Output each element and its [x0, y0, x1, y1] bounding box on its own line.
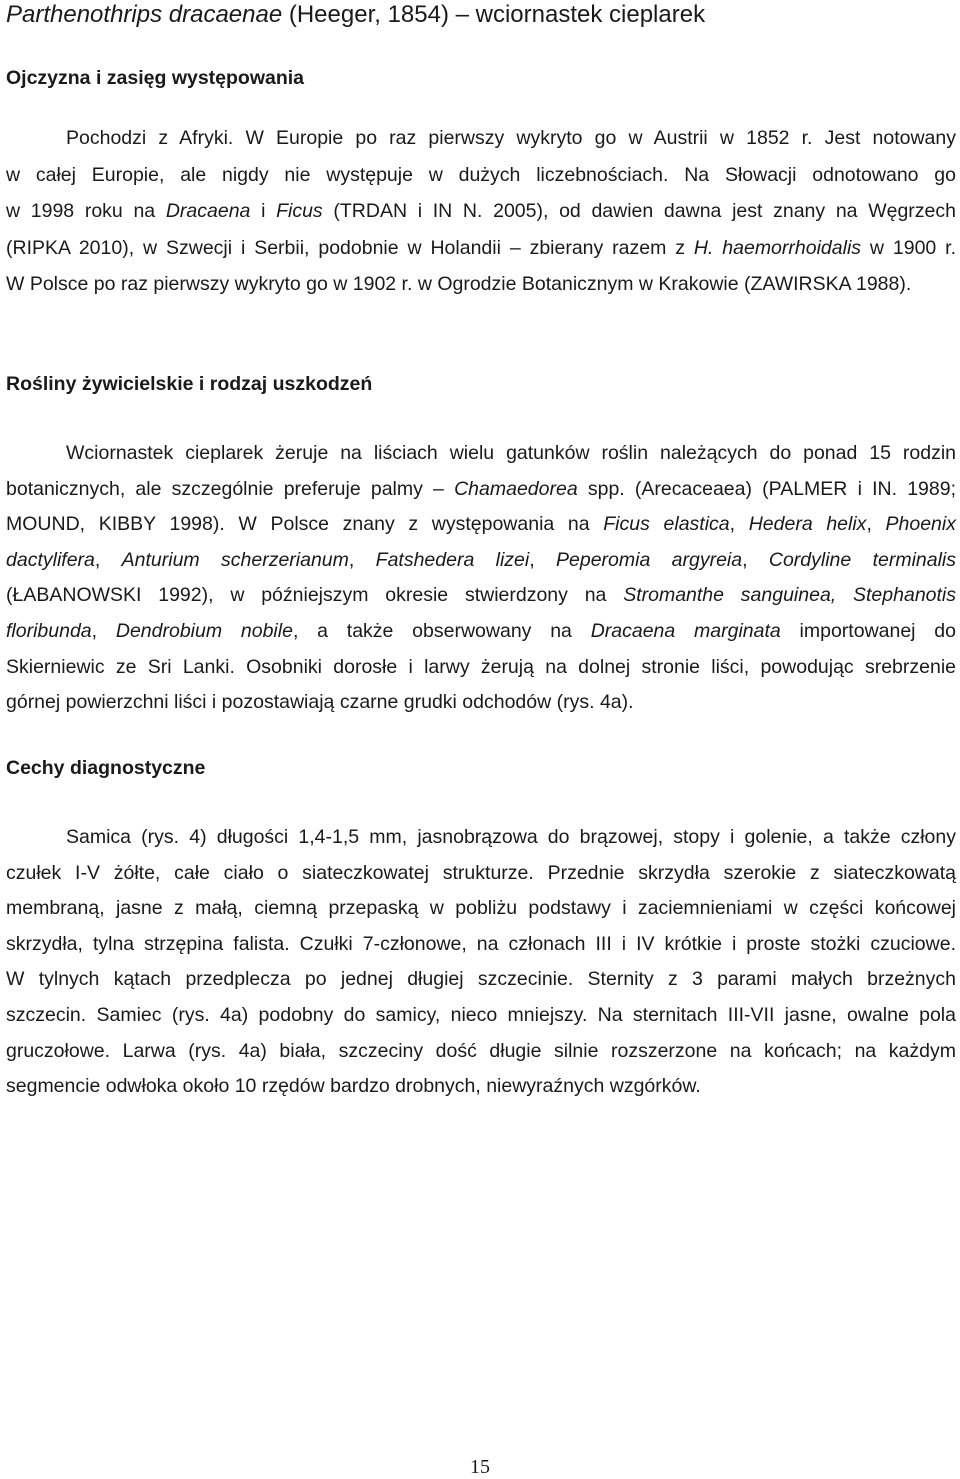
- text-line: Pochodzi z Afryki. W Europie po raz pierwszy wykryto go w Austrii w 1852 r. Jest notowany: [66, 127, 956, 149]
- text-line: [6, 614, 956, 650]
- text-run: ,: [348, 548, 376, 571]
- section-heading-host-plants: Rośliny żywicielskie i rodzaj uszkodzeń: [6, 373, 373, 395]
- text-line: gruczołowe. Larwa (rys. 4a) biała, szczeciny dość długie silnie rozszerzone na końcach; na każdym: [6, 1039, 956, 1062]
- species-name: Parthenothrips dracaenae: [6, 1, 283, 28]
- title-rest: (Heeger, 1854) – wciornastek cieplarek: [282, 1, 706, 28]
- section-heading-diagnostics: Cechy diagnostyczne: [6, 757, 206, 779]
- text-line: membraną, jasne z małą, ciemną przepaską w pobliżu podstawy i zaciemnieniami w części końcowej: [6, 897, 956, 920]
- text-run: ,: [529, 548, 556, 571]
- taxon-name: Chamaedorea: [454, 477, 578, 500]
- text-run: (TRDAN i IN N. 2005), od dawien dawna jest znany na Węgrzech: [322, 200, 956, 223]
- text-line: w całej Europie, ale nigdy nie występuje w dużych liczebnościach. Na Słowacji odnotowano go: [6, 163, 956, 186]
- taxon-name: floribunda: [6, 619, 92, 642]
- taxon-name: Stromanthe sanguinea: [623, 584, 831, 607]
- text-run: spp. (Arecaceaea) (PALMER i IN. 1989;: [577, 477, 956, 500]
- text-run: ,: [866, 513, 886, 536]
- text-run: ,: [742, 548, 769, 571]
- taxon-name: Ficus elastica: [603, 513, 730, 536]
- taxon-name: Fatshedera lizei: [375, 548, 530, 571]
- text-run: w 1900 r.: [861, 236, 957, 259]
- text-run: botanicznych, ale szczególnie preferuje palmy –: [6, 477, 455, 500]
- taxon-name: Ficus: [276, 200, 323, 223]
- species-title: [6, 0, 956, 30]
- taxon-name: Cordyline terminalis: [768, 548, 957, 571]
- text-run: (RIPKA 2010), w Szwecji i Serbii, podobnie w Holandii – zbierany razem z: [6, 236, 694, 259]
- taxon-name: Peperomia argyreia: [556, 548, 743, 571]
- paragraph-distribution: [6, 120, 956, 303]
- text-run: ,: [91, 619, 116, 642]
- text-run: ,: [729, 513, 749, 536]
- taxon-name: Phoenix: [885, 513, 956, 536]
- text-line: [6, 230, 956, 267]
- text-line: Samica (rys. 4) długości 1,4-1,5 mm, jasnobrązowa do brązowej, stopy i golenie, a także człony: [66, 826, 956, 848]
- text-line: segmencie odwłoka około 10 rzędów bardzo drobnych, niewyraźnych wzgórków.: [6, 1075, 701, 1098]
- text-line: [6, 472, 956, 508]
- text-run: importowanej do: [780, 619, 956, 642]
- text-line: [6, 543, 956, 579]
- text-run: i: [250, 200, 277, 223]
- page-number: 15: [470, 1456, 490, 1478]
- text-run: (ŁABANOWSKI 1992), w późniejszym okresie stwierdzony na: [6, 584, 624, 607]
- text-line: Skierniewic ze Sri Lanki. Osobniki dorosłe i larwy żerują na dolnej stronie liści, powodując srebrzenie: [6, 655, 956, 678]
- text-line: [6, 507, 956, 543]
- text-line: [6, 578, 956, 614]
- text-line: szczecin. Samiec (rys. 4a) podobny do samicy, nieco mniejszy. Na sternitach III-VII jasne, owalne pola: [6, 1003, 956, 1026]
- text-line: W Polsce po raz pierwszy wykryto go w 1902 r. w Ogrodzie Botanicznym w Krakowie (ZAWIRSKA 1988).: [6, 273, 912, 296]
- taxon-name: Dendrobium nobile: [115, 619, 293, 642]
- taxon-name: Dracaena marginata: [590, 619, 781, 642]
- text-line: skrzydła, tylna strzępina falista. Czułki 7-członowe, na członach III i IV krótkie i proste stożki czuciowe.: [6, 932, 956, 955]
- taxon-name: Hedera helix: [748, 513, 867, 536]
- text-line: czułek I-V żółte, całe ciało o siateczkowatej strukturze. Przednie skrzydła szerokie z siateczkowatą: [6, 861, 956, 884]
- text-run: , a także obserwowany na: [292, 619, 591, 642]
- text-line: górnej powierzchni liści i pozostawiają czarne grudki odchodów (rys. 4a).: [6, 691, 634, 714]
- taxon-name: Anturium scherzerianum: [121, 548, 349, 571]
- text-line: [6, 193, 956, 230]
- text-run: MOUND, KIBBY 1998). W Polsce znany z występowania na: [6, 513, 604, 536]
- taxon-name: Dracaena: [165, 200, 251, 223]
- text-line: Wciornastek cieplarek żeruje na liściach wielu gatunków roślin należących do ponad 15 rodzin: [66, 442, 956, 464]
- taxon-name: H. haemorrhoidalis: [693, 236, 862, 259]
- text-run: w 1998 roku na: [6, 200, 166, 223]
- paragraph-diagnostics: [6, 820, 956, 1105]
- taxon-name: dactylifera: [6, 548, 95, 571]
- text-run: ,: [94, 548, 122, 571]
- paragraph-host-plants: [6, 436, 956, 721]
- taxon-name: , Stephanotis: [830, 584, 957, 607]
- text-line: W tylnych kątach przedplecza po jednej długiej szczecinie. Sternity z 3 parami małych brzeżnych: [6, 968, 956, 991]
- section-heading-distribution: Ojczyzna i zasięg występowania: [6, 67, 305, 89]
